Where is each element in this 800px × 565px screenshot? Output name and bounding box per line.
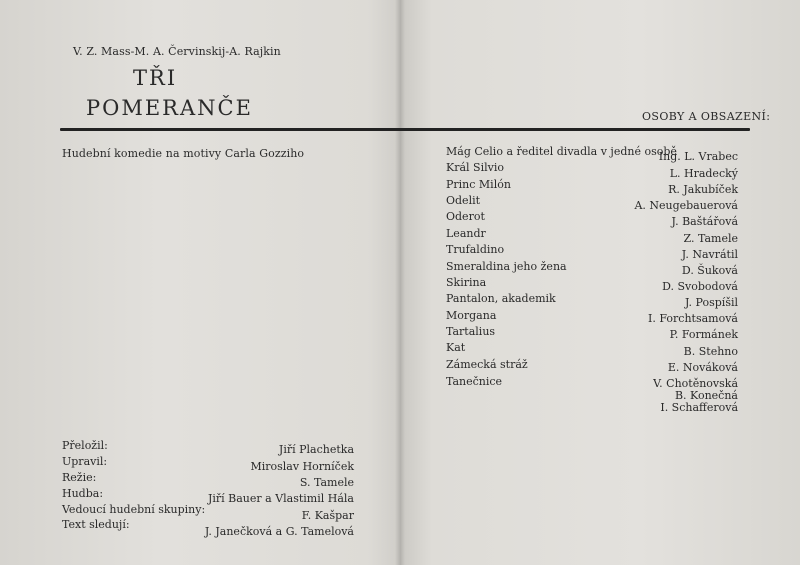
cast-actor: I. Forchtsamová — [648, 312, 738, 325]
cast-role: Kat — [446, 341, 466, 354]
cast-role: Morgana — [446, 309, 497, 322]
credit-label: Hudba: — [62, 487, 104, 500]
cast-heading: OSOBY A OBSAZENÍ: — [642, 110, 771, 123]
cast-actor: P. Formánek — [669, 328, 738, 341]
cast-actor: E. Nováková — [667, 361, 738, 374]
cast-role: Král Silvio — [446, 161, 504, 174]
cast-role: Princ Milón — [446, 178, 511, 191]
credit-value: Miroslav Horníček — [250, 460, 354, 473]
cast-actor: J. Navrátil — [681, 248, 738, 261]
credit-value: J. Janečková a G. Tamelová — [204, 525, 354, 538]
credit-value: S. Tamele — [299, 476, 354, 489]
cast-actor: I. Schafferová — [660, 401, 738, 414]
credit-value: Jiří Plachetka — [278, 443, 354, 456]
cast-actor: B. Stehno — [683, 345, 738, 358]
authors-line: V. Z. Mass-M. A. Červinskij-A. Rajkin — [73, 45, 281, 58]
cast-actor: J. Pospíšil — [684, 296, 738, 309]
cast-actor: R. Jakubíček — [668, 183, 738, 196]
subtitle: Hudební komedie na motivy Carla Gozziho — [62, 147, 305, 160]
credit-value: F. Kašpar — [301, 509, 354, 522]
cast-role: Tartalius — [446, 325, 496, 338]
credit-label: Přeložil: — [62, 439, 108, 452]
cast-role: Zámecká stráž — [446, 358, 528, 371]
cast-actor: Z. Tamele — [683, 232, 738, 245]
cast-actor: D. Šuková — [681, 264, 738, 277]
credit-label: Upravil: — [62, 455, 108, 468]
cast-role: Skirina — [446, 276, 487, 289]
credit-value: Jiří Bauer a Vlastimil Hála — [207, 492, 354, 505]
cast-role: Smeraldina jeho žena — [446, 260, 567, 273]
cast-role: Oderot — [446, 210, 485, 223]
book-gutter — [395, 0, 405, 565]
cast-actor: J. Baštářová — [671, 215, 738, 228]
cast-role: Leandr — [446, 227, 486, 240]
cast-actor: B. Konečná — [674, 389, 738, 402]
cast-actor: V. Chotěnovská — [653, 377, 738, 390]
cast-role: Mág Celio a ředitel divadla v jedné osobě — [446, 145, 677, 158]
cast-actor: D. Svobodová — [662, 280, 738, 293]
cast-role: Odelit — [446, 194, 481, 207]
cast-actor: L. Hradecký — [669, 167, 738, 180]
title-line-2: POMERANČE — [86, 96, 253, 120]
cast-actor: Ing. L. Vrabec — [658, 150, 738, 163]
cast-role: Tanečnice — [446, 375, 503, 388]
title-line-1: TŘI — [133, 66, 178, 90]
cast-role: Trufaldino — [446, 243, 505, 256]
credit-label: Vedoucí hudební skupiny: — [62, 503, 206, 516]
horizontal-rule — [60, 128, 750, 131]
credit-label: Režie: — [62, 471, 97, 484]
cast-actor: A. Neugebauerová — [634, 199, 738, 212]
credit-label: Text sledují: — [62, 518, 130, 531]
cast-role: Pantalon, akademik — [446, 292, 556, 305]
